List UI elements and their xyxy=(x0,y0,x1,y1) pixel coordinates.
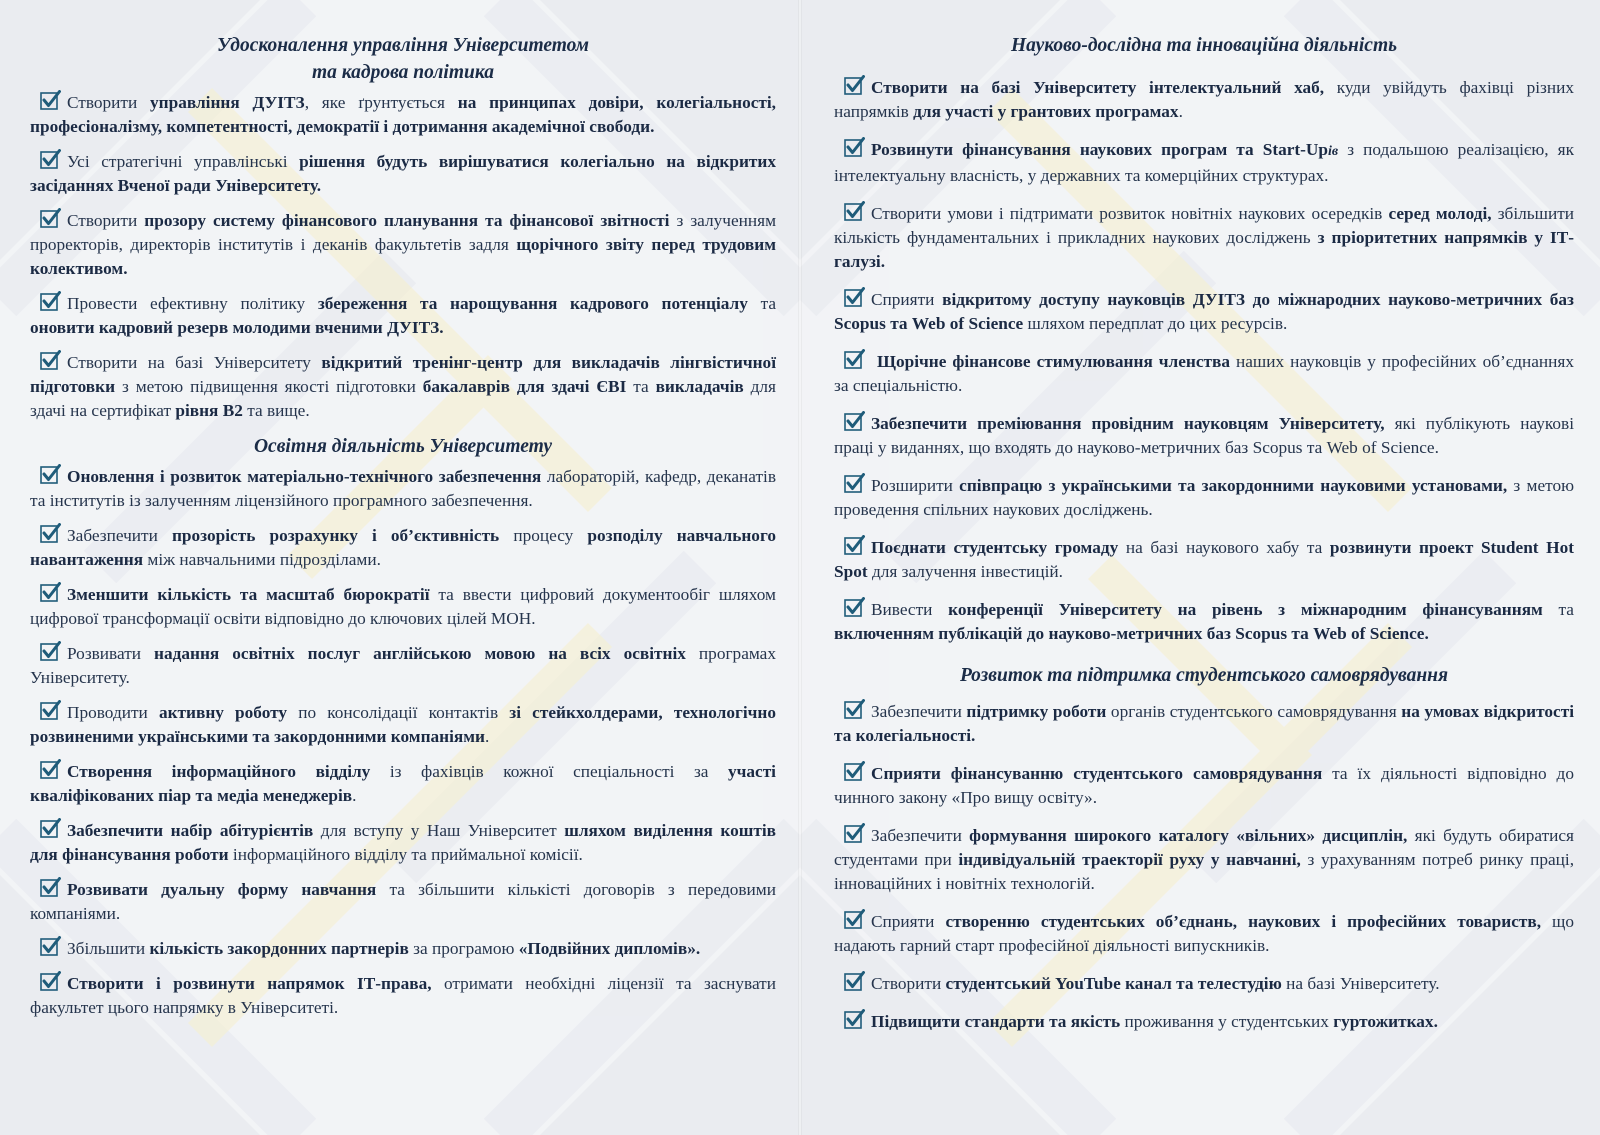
item-text-bold: кількість закордонних партнерів xyxy=(149,939,409,958)
item-text: та xyxy=(626,377,656,396)
item-text-bold: Забезпечити набір абітурієнтів xyxy=(67,821,314,840)
item-text: Проводити xyxy=(67,703,159,722)
checklist-item xyxy=(30,759,776,808)
item-text: органів студентського самоврядування xyxy=(1106,702,1402,721)
item-text: які публікують наукові праці у виданнях, що входять до науково-метричних баз Scopus та Web of Science. xyxy=(834,414,1574,457)
item-text-bold: управління ДУІТЗ xyxy=(150,93,305,112)
page-fold-divider xyxy=(798,0,802,1135)
checklist-item xyxy=(30,523,776,572)
checklist-item xyxy=(30,700,776,749)
item-text-bold: створенню студентських об’єднань, наукових і професійних товариств, xyxy=(945,912,1542,931)
item-text-bold: активну роботу xyxy=(158,703,288,722)
item-text: Забезпечити xyxy=(871,702,967,721)
checkbox-check-icon xyxy=(844,201,865,222)
item-text: за програмою xyxy=(408,939,519,958)
checkbox-check-icon xyxy=(40,877,61,898)
item-text: лабораторій, кафедр, деканатів та інститутів із залученням ліцензійного програмного забезпечення. xyxy=(30,467,776,510)
checkbox-check-icon xyxy=(844,1009,865,1030)
checklist-item xyxy=(834,201,1574,274)
checklist-item xyxy=(834,411,1574,460)
checkbox-check-icon xyxy=(844,473,865,494)
item-text-bold: Розвивати дуальну форму навчання xyxy=(67,880,377,899)
item-text: Сприяти xyxy=(871,290,943,309)
item-text: по консолідації контактів xyxy=(287,703,510,722)
checkbox-check-icon xyxy=(844,761,865,782)
section-title-line: Розвиток та підтримка студентського самоврядування xyxy=(959,665,1449,686)
item-text-bold: прозорість розрахунку і об’єктивність xyxy=(171,526,500,545)
left-column xyxy=(30,0,776,1135)
checklist-item xyxy=(834,137,1574,188)
checklist-item xyxy=(30,582,776,631)
item-text: та вище. xyxy=(242,401,310,420)
item-text: та xyxy=(747,294,777,313)
item-text-bold: «Подвійних дипломів». xyxy=(518,939,701,958)
checkbox-check-icon xyxy=(844,535,865,556)
item-text: . xyxy=(485,727,490,746)
item-text: які будуть обиратися студентами при xyxy=(834,826,1575,869)
checklist-item xyxy=(834,823,1574,896)
item-text: та їх діяльності відповідно до чинного закону «Про вищу освіту». xyxy=(834,764,1574,807)
item-text: Сприяти xyxy=(871,912,946,931)
item-text-bold: розподілу навчального навантаження xyxy=(30,526,776,569)
checklist-item xyxy=(30,464,776,513)
item-text-bold: на принципах довіри, колегіальності, професіоналізму, компетентності, демократії і дотримання академічної свободи. xyxy=(30,93,776,136)
checklist-item xyxy=(30,877,776,926)
item-text: та ввести цифровий документообіг шляхом цифрової трансформації освіти відповідно до ключових цілей МОН. xyxy=(30,585,776,628)
checkbox-check-icon xyxy=(40,208,61,229)
checkbox-check-icon xyxy=(40,464,61,485)
item-text: для вступу у Наш Університет xyxy=(313,821,565,840)
item-text: куди увійдуть фахівці різних напрямків xyxy=(834,78,1574,121)
item-text: між навчальними підрозділами. xyxy=(143,550,381,569)
checkbox-check-icon xyxy=(40,350,61,371)
checklist-item xyxy=(834,971,1574,996)
item-text: що надають гарний старт професійної діяльності випускників. xyxy=(834,912,1574,955)
item-text: Розширити xyxy=(871,476,960,495)
item-text-bold: щорічного звіту перед трудовим колективом. xyxy=(30,235,776,278)
right-column xyxy=(834,0,1574,1135)
checklist-item xyxy=(834,699,1574,748)
item-text-bold: Зменшити кількість та масштаб бюрократії xyxy=(67,585,430,604)
checkbox-check-icon xyxy=(40,523,61,544)
item-text: з метою підвищення якості підготовки xyxy=(115,377,423,396)
item-text-bold: ів xyxy=(1328,144,1339,159)
item-text-bold: Створити на базі Університету інтелектуальний хаб, xyxy=(871,78,1325,97)
item-text-bold: Забезпечити преміювання провідним науковцям Університету, xyxy=(871,414,1385,433)
item-text: для здачі на сертифікат xyxy=(30,377,776,420)
item-text-bold: бакалаврів для здачі ЄВІ xyxy=(422,377,627,396)
checkbox-check-icon xyxy=(40,971,61,992)
item-text: отримати необхідні ліцензії та заснувати факультет цього напрямку в Університеті. xyxy=(30,974,776,1017)
item-text-bold: включенням публікацій до науково-метричних баз Scopus та Web of Science. xyxy=(834,624,1429,643)
checkbox-check-icon xyxy=(40,291,61,312)
item-text: із фахівців кожної спеціальності за xyxy=(370,762,728,781)
item-text: проживання у студентських xyxy=(1120,1012,1334,1031)
checkbox-check-icon xyxy=(40,759,61,780)
item-text-bold: Щорічне фінансове стимулювання членства xyxy=(871,352,1230,371)
item-text-bold: співпрацю з українськими та закордонними науковими установами, xyxy=(959,476,1508,495)
checklist-item xyxy=(30,90,776,139)
item-text-bold: відкритому доступу науковців ДУІТЗ до міжнародних науково-метричних баз Scopus та Web of Science xyxy=(834,290,1575,333)
item-text-bold: Оновлення і розвиток матеріально-технічного забезпечення xyxy=(67,467,542,486)
section-title-line: та кадрова політика xyxy=(311,62,494,83)
item-text: Створити xyxy=(871,974,946,993)
item-text: Збільшити xyxy=(67,939,150,958)
item-text-bold: рівня В2 xyxy=(175,401,243,420)
checkbox-check-icon xyxy=(844,909,865,930)
item-text: на базі наукового хабу та xyxy=(1118,538,1330,557)
item-text: Розвивати xyxy=(67,644,155,663)
section-title xyxy=(30,32,776,86)
item-text: з урахуванням потреб ринку праці, інноваційних і новітніх технологій. xyxy=(834,850,1575,893)
item-text: процесу xyxy=(499,526,588,545)
item-text: . xyxy=(1178,102,1183,121)
checkbox-check-icon xyxy=(844,287,865,308)
item-text: програмах Університету. xyxy=(30,644,776,687)
item-text: Створити на базі Університету xyxy=(67,353,322,372)
checklist-item xyxy=(834,287,1574,336)
item-text: та xyxy=(1542,600,1574,619)
item-text-bold: гуртожитках. xyxy=(1333,1012,1438,1031)
checkbox-check-icon xyxy=(40,700,61,721)
item-text: Усі стратегічні управлінські xyxy=(67,152,300,171)
item-text-bold: збереження та нарощування кадрового потенціалу xyxy=(317,294,748,313)
checklist-item xyxy=(834,75,1574,124)
checkbox-check-icon xyxy=(844,75,865,96)
checkbox-check-icon xyxy=(844,971,865,992)
checkbox-check-icon xyxy=(40,90,61,111)
checkbox-check-icon xyxy=(844,411,865,432)
item-text-bold: Поєднати студентську громаду xyxy=(871,538,1119,557)
checklist-item xyxy=(30,641,776,690)
section-title-line: Науково-дослідна та інноваційна діяльність xyxy=(1010,35,1398,56)
checkbox-check-icon xyxy=(40,149,61,170)
checklist-item xyxy=(834,473,1574,522)
item-text: для залучення інвестицій. xyxy=(867,562,1063,581)
item-text: шляхом передплат до цих ресурсів. xyxy=(1023,314,1288,333)
item-text: з метою проведення спільних наукових досліджень. xyxy=(834,476,1574,519)
item-text: інформаційного відділу та приймальної комісії. xyxy=(228,845,583,864)
checkbox-check-icon xyxy=(844,823,865,844)
item-text-bold: на умовах відкритості та колегіальності. xyxy=(834,702,1575,745)
section-title-line: Освітня діяльність Університету xyxy=(253,436,553,457)
item-text-bold: відкритий тренінг-центр для викладачів лінгвістичної підготовки xyxy=(30,353,776,396)
section-title xyxy=(834,662,1574,689)
item-text-bold: викладачів xyxy=(655,377,744,396)
checklist-item xyxy=(834,597,1574,646)
checkbox-check-icon xyxy=(40,641,61,662)
item-text: Створити умови і підтримати розвиток новітніх наукових осередків xyxy=(871,204,1389,223)
item-text-bold: підтримку роботи xyxy=(966,702,1107,721)
checkbox-check-icon xyxy=(844,349,865,370)
item-text: збільшити кількість фундаментальних і прикладних наукових досліджень xyxy=(834,204,1574,247)
item-text: та збільшити кількісті договорів з передовими компаніями. xyxy=(30,880,776,923)
item-text-bold: Створити і розвинути напрямок ІТ-права, xyxy=(67,974,432,993)
item-text-bold: студентський YouTube канал та телестудію xyxy=(945,974,1282,993)
item-text: Забезпечити xyxy=(871,826,970,845)
checkbox-check-icon xyxy=(40,818,61,839)
item-text-bold: надання освітніх послуг англійською мовою на всіх освітніх xyxy=(154,644,686,663)
item-text-bold: розвинути проект Student Hot Spot xyxy=(834,538,1574,581)
item-text: з залученням проректорів, директорів інститутів і деканів факультетів задля xyxy=(30,211,776,254)
item-text-bold: прозору систему фінансового планування та фінансової звітності xyxy=(144,211,670,230)
item-text: Створити xyxy=(67,211,145,230)
item-text-bold: Підвищити стандарти та якість xyxy=(871,1012,1121,1031)
item-text: . xyxy=(352,786,357,805)
item-text-bold: зі стейкхолдерами, технологічно розвиненими українськими та закордонними компаніями xyxy=(30,703,776,746)
item-text: наших науковців у професійних об’єднаннях за спеціальністю. xyxy=(834,352,1574,395)
checklist-item xyxy=(834,909,1574,958)
item-text: Провести ефективну політику xyxy=(67,294,318,313)
item-text-bold: Створення інформаційного відділу xyxy=(67,762,371,781)
checklist-item xyxy=(30,818,776,867)
checklist-item xyxy=(30,208,776,281)
checklist-item xyxy=(30,971,776,1020)
item-text-bold: Сприяти фінансуванню студентського самоврядування xyxy=(871,764,1323,783)
section-title xyxy=(834,32,1574,59)
item-text-bold: участі кваліфікованих піар та медіа менеджерів xyxy=(30,762,776,805)
item-text: на базі Університету. xyxy=(1281,974,1440,993)
item-text-bold: конференції Університету на рівень з міжнародним фінансуванням xyxy=(948,600,1543,619)
checklist-item xyxy=(30,149,776,198)
item-text: Створити xyxy=(67,93,151,112)
checkbox-check-icon xyxy=(844,597,865,618)
checklist-item xyxy=(834,349,1574,398)
section-title-line: Удосконалення управління Університетом xyxy=(216,35,590,56)
item-text: , яке ґрунтується xyxy=(304,93,458,112)
checklist-item xyxy=(834,761,1574,810)
item-text: з подальшою реалізацією, як інтелектуальну власність, у державних та комерційних структурах. xyxy=(834,140,1574,185)
item-text: Вивести xyxy=(871,600,949,619)
item-text-bold: оновити кадровий резерв молодими вченими ДУІТЗ. xyxy=(30,318,444,337)
item-text-bold: рішення будуть вирішуватися колегіально на відкритих засіданнях Вченої ради Університету. xyxy=(30,152,777,195)
item-text-bold: серед молоді, xyxy=(1388,204,1492,223)
item-text-bold: індивідуальній траекторії руху у навчанні, xyxy=(958,850,1301,869)
checkbox-check-icon xyxy=(844,699,865,720)
checklist-item xyxy=(834,535,1574,584)
item-text-bold: для участі у грантових програмах xyxy=(913,102,1179,121)
checklist-item xyxy=(30,291,776,340)
checkbox-check-icon xyxy=(40,582,61,603)
checklist-item xyxy=(30,350,776,423)
checkbox-check-icon xyxy=(40,936,61,957)
item-text-bold: з пріоритетних напрямків у ІТ-галузі. xyxy=(834,228,1574,271)
checkbox-check-icon xyxy=(844,137,865,158)
checklist-item xyxy=(834,1009,1574,1034)
item-text-bold: Розвинути фінансування наукових програм та Start-Up xyxy=(871,140,1329,159)
checklist-item xyxy=(30,936,776,961)
item-text: Забезпечити xyxy=(67,526,172,545)
item-text-bold: формування широкого каталогу «вільних» дисциплін, xyxy=(969,826,1408,845)
section-title xyxy=(30,433,776,460)
item-text-bold: шляхом виділення коштів для фінансування роботи xyxy=(30,821,777,864)
